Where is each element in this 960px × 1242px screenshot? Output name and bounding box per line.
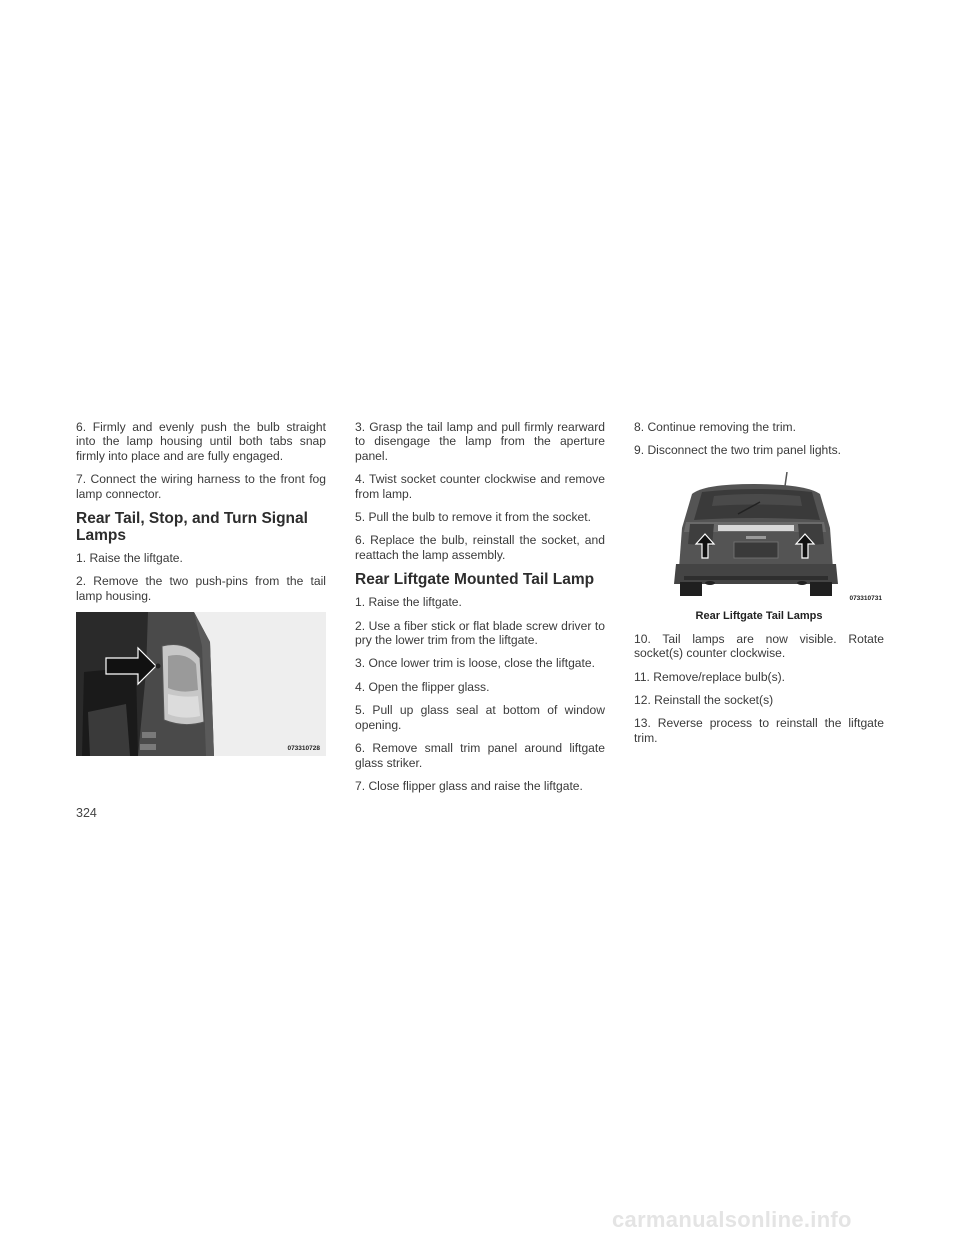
tail-lamp-illustration xyxy=(76,612,326,756)
column-3 xyxy=(634,420,884,754)
column-2 xyxy=(355,420,605,802)
liftgate-step-7: 7. Close flipper glass and raise the liftgate. xyxy=(355,778,583,793)
step-5-text: 5. Pull the bulb to remove it from the socket. xyxy=(355,510,591,525)
liftgate-step-3: 3. Once lower trim is loose, close the liftgate. xyxy=(355,656,595,671)
figure-code: 073310728 xyxy=(287,745,320,753)
liftgate-step-2: 2. Use a fiber stick or flat blade screw driver to pry the lower trim from the liftgate. xyxy=(355,618,605,648)
liftgate-step-9: 9. Disconnect the two trim panel lights. xyxy=(634,443,842,458)
step-4-text: 4. Twist socket counter clockwise and remove from lamp. xyxy=(355,472,605,501)
section-heading-liftgate: Rear Liftgate Mounted Tail Lamp xyxy=(355,571,595,589)
liftgate-step-5: 5. Pull up glass seal at bottom of window opening. xyxy=(355,703,605,732)
step-6-text: 6. Firmly and evenly push the bulb straight into the lamp housing until both tabs snap firmly into place and are fully engaged. xyxy=(76,420,326,463)
figure-code: 073310731 xyxy=(849,594,882,602)
liftgate-step-4: 4. Open the flipper glass. xyxy=(355,679,490,694)
page-number: 324 xyxy=(76,806,97,820)
column-1 xyxy=(76,420,326,756)
liftgate-step-13: 13. Reverse process to reinstall the liftgate trim. xyxy=(634,716,884,745)
liftgate-tail-lamps-figure xyxy=(634,472,884,608)
section-heading-rear-tail: Rear Tail, Stop, and Turn Signal Lamps xyxy=(76,510,308,545)
liftgate-step-8: 8. Continue removing the trim. xyxy=(634,420,796,434)
step-3-text: 3. Grasp the tail lamp and pull firmly rearward to disengage the lamp from the aperture panel. xyxy=(355,420,605,463)
liftgate-step-12: 12. Reinstall the socket(s) xyxy=(634,693,774,708)
tail-lamp-pushpin-figure xyxy=(76,612,326,756)
step-6b-text: 6. Replace the bulb, reinstall the socket, and reattach the lamp assembly. xyxy=(355,533,605,562)
step-1-text: 1. Raise the liftgate. xyxy=(76,551,183,566)
rear-vehicle-illustration xyxy=(634,472,884,608)
figure-caption: Rear Liftgate Tail Lamps xyxy=(695,609,823,622)
watermark: carmanualsonline.info xyxy=(612,1207,852,1232)
liftgate-step-10: 10. Tail lamps are now visible. Rotate socket(s) counter clockwise. xyxy=(634,631,884,661)
liftgate-step-1: 1. Raise the liftgate. xyxy=(355,595,462,610)
step-2-text: 2. Remove the two push-pins from the tail lamp housing. xyxy=(76,574,326,603)
liftgate-step-6: 6. Remove small trim panel around liftgate glass striker. xyxy=(355,741,605,770)
step-7-text: 7. Connect the wiring harness to the front fog lamp connector. xyxy=(76,472,326,501)
liftgate-step-11: 11. Remove/replace bulb(s). xyxy=(634,669,786,684)
